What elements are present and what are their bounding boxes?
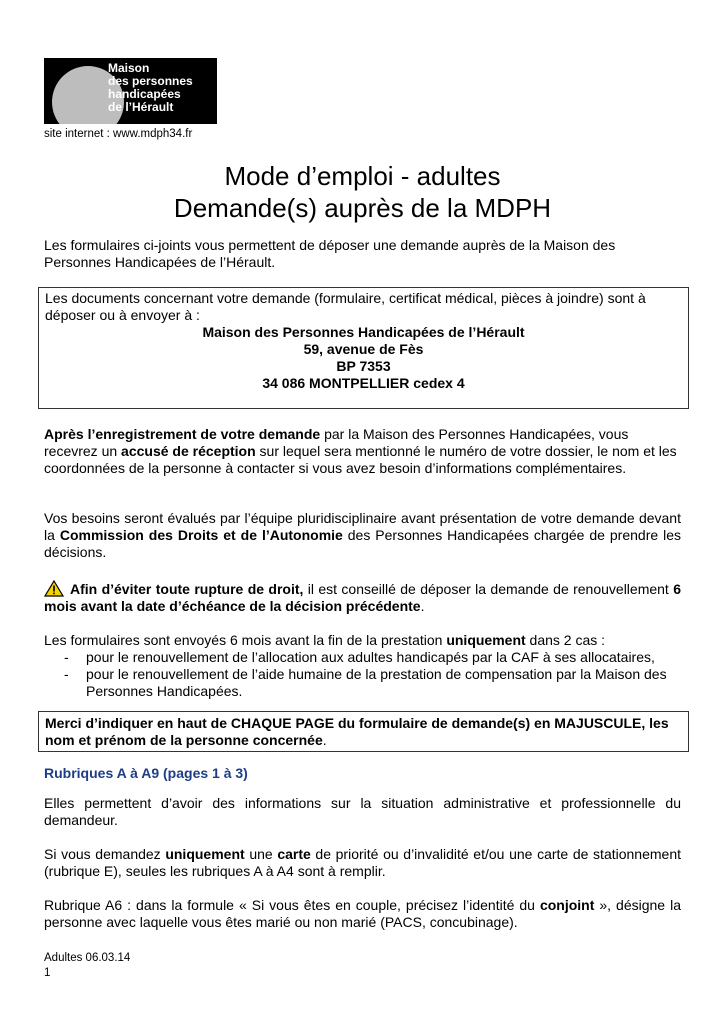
needs-paragraph [44, 510, 681, 561]
warning-paragraph [44, 580, 681, 615]
bold-text: accusé de réception [121, 443, 256, 459]
address-line: 34 086 MONTPELLIER cedex 4 [262, 375, 465, 391]
bold-text: 6 mois avant la date d’échéance de la décision précédente [44, 581, 681, 614]
page-title [0, 160, 725, 224]
text: . [420, 598, 425, 614]
title-line-2: Demande(s) auprès de la MDPH [173, 193, 552, 223]
text: Rubrique A6 : dans la formule « Si vous êtes en couple, précisez l’identité du [44, 897, 540, 913]
bold-text: uniquement [446, 632, 526, 648]
list-item-text: pour le renouvellement de l’aide humaine de la prestation de compensation par la Maison des Personnes Handicapées. [86, 666, 667, 699]
bold-text: Afin d’éviter toute rupture de droit, [70, 581, 304, 597]
forms-paragraph [44, 632, 681, 700]
address-line: 59, avenue de Fès [303, 341, 424, 357]
intro-paragraph: Les formulaires ci-joints vous permettent de déposer une demande auprès de la Maison des Personnes Handicapées de l’Hérault. [44, 237, 616, 270]
logo-line: handicapées [108, 87, 181, 101]
bold-text: uniquement [165, 846, 245, 862]
text: Si vous demandez [44, 846, 166, 862]
text: de priorité ou d’invalidité et/ou une carte de stationnement (rubrique E), seules les rubriques A à A4 sont à remplir. [44, 846, 681, 879]
address-line: Maison des Personnes Handicapées de l’Hérault [202, 324, 525, 340]
list-item: - pour le renouvellement de l’aide humaine de la prestation de compensation par la Maison des Personnes Handicapées. [64, 666, 667, 699]
text: une [244, 846, 278, 862]
text: . [322, 732, 327, 748]
bold-text: carte [277, 846, 311, 862]
notice-box [38, 711, 689, 752]
site-url: site internet : www.mdph34.fr [44, 128, 193, 140]
after-registration-paragraph [44, 426, 681, 477]
bold-text: Commission des Droits et de l’Autonomie [59, 527, 343, 543]
mdph-logo [44, 58, 217, 124]
footer-version: Adultes 06.03.14 [44, 952, 131, 964]
section-heading: Rubriques A à A9 (pages 1 à 3) [44, 765, 248, 781]
address-line: BP 7353 [336, 358, 391, 374]
forms-intro [44, 632, 681, 649]
title-line-1: Mode d’emploi - adultes [224, 161, 501, 191]
text: sur lequel sera mentionné le numéro de votre dossier, le nom et les coordonnées de la personne à contacter si vous avez besoin d’informations complémentaires. [44, 443, 677, 476]
list-item-text: pour le renouvellement de l’allocation aux adultes handicapés par la CAF à ses allocataires, [86, 649, 655, 665]
text: il est conseillé de déposer la demande de renouvellement [303, 581, 674, 597]
text: », désigne la personne avec laquelle vous êtes marié ou non marié (PACS, concubinage). [44, 897, 681, 930]
bold-text: Merci d’indiquer en haut de CHAQUE PAGE du formulaire de demande(s) en MAJUSCULE, les nom et prénom de la personne concernée [45, 715, 669, 748]
cases-list [44, 649, 681, 700]
section-paragraph-1: Elles permettent d’avoir des informations sur la situation administrative et professionnelle du demandeur. [44, 795, 681, 828]
logo-text [108, 62, 193, 114]
text: Vos besoins seront évalués par l’équipe pluridisciplinaire avant présentation de votre demande devant la [44, 510, 681, 543]
page-number: 1 [44, 967, 51, 979]
section-paragraph-2 [44, 846, 681, 880]
bold-text: Après l’enregistrement de votre demande [44, 426, 321, 442]
list-item: - pour le renouvellement de l’allocation aux adultes handicapés par la CAF à ses allocataires, [64, 649, 655, 665]
logo-line: des personnes [108, 74, 193, 88]
documents-text: Les documents concernant votre demande (formulaire, certificat médical, pièces à joindre) sont à déposer ou à envoyer à : [45, 290, 646, 323]
documents-box [38, 287, 689, 409]
text: Les formulaires sont envoyés 6 mois avant la fin de la prestation [44, 632, 447, 648]
text: des Personnes Handicapées chargée de prendre les décisions. [44, 527, 681, 560]
warning-icon [44, 580, 64, 597]
text: dans 2 cas : [525, 632, 606, 648]
logo-line: Maison [108, 61, 150, 75]
bold-text: conjoint [539, 897, 595, 913]
text: par la Maison des Personnes Handicapées, vous recevrez un [44, 426, 629, 459]
section-paragraph-3 [44, 897, 681, 931]
logo-line: de l’Hérault [108, 100, 174, 114]
